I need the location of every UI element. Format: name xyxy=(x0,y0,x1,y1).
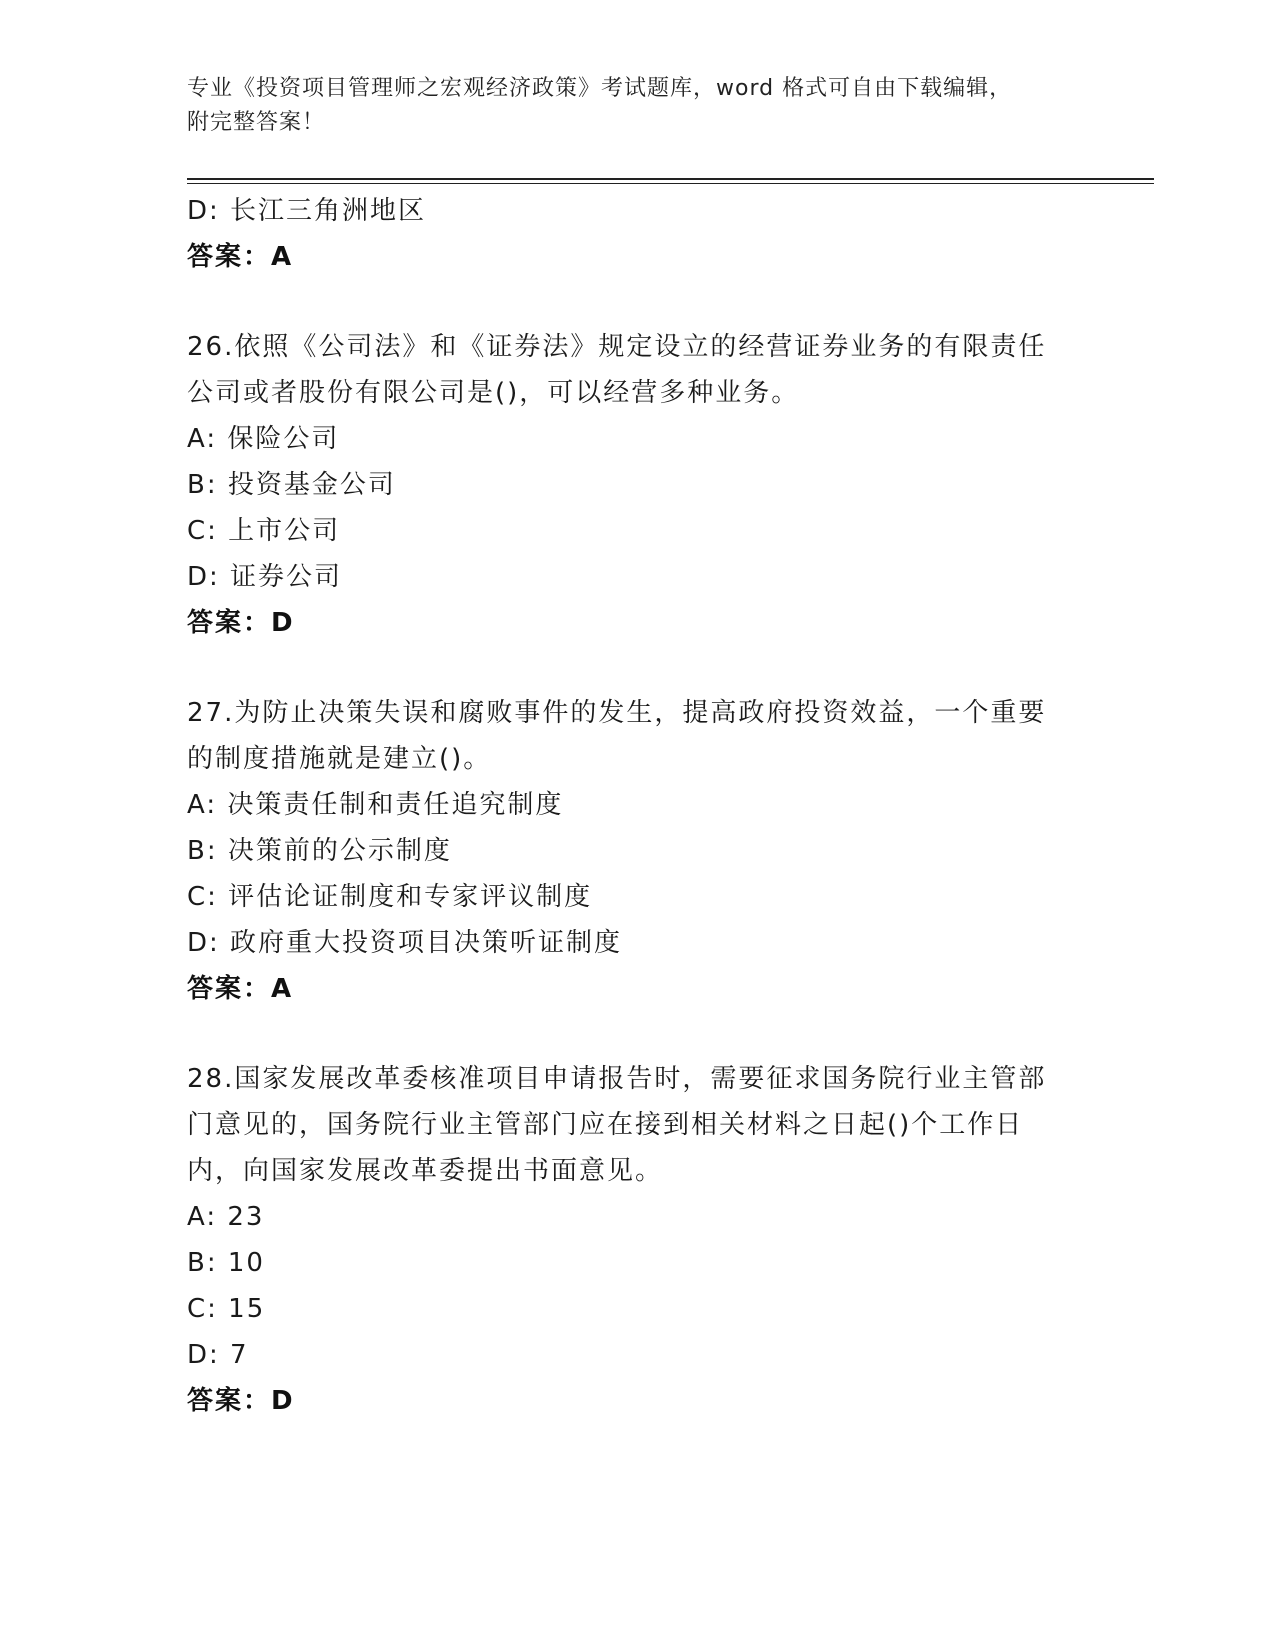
answer: 答案：A xyxy=(187,974,294,1004)
option-d: D: 政府重大投资项目决策听证制度 xyxy=(187,928,623,958)
question-stem-line: 门意见的，国务院行业主管部门应在接到相关材料之日起()个工作日 xyxy=(187,1110,1024,1140)
prev-answer: 答案：A xyxy=(187,242,294,272)
option-c: C: 15 xyxy=(187,1294,266,1324)
document-header xyxy=(187,72,1087,140)
prev-option-d: D: 长江三角洲地区 xyxy=(187,196,427,226)
option-b: B: 投资基金公司 xyxy=(187,470,396,500)
option-d: D: 证券公司 xyxy=(187,562,343,592)
question-content xyxy=(187,188,1087,1424)
option-c: C: 评估论证制度和专家评议制度 xyxy=(187,882,593,912)
spacer xyxy=(187,280,1087,324)
option-a: A: 决策责任制和责任追究制度 xyxy=(187,790,564,820)
question-stem-line: 的制度措施就是建立()。 xyxy=(187,744,492,774)
option-c: C: 上市公司 xyxy=(187,516,341,546)
question-stem-line: 28.国家发展改革委核准项目申请报告时，需要征求国务院行业主管部 xyxy=(187,1064,1047,1094)
option-d: D: 7 xyxy=(187,1340,249,1370)
header-rule-thick xyxy=(187,178,1154,180)
question-stem-line: 27.为防止决策失误和腐败事件的发生，提高政府投资效益，一个重要 xyxy=(187,698,1047,728)
option-a: A: 保险公司 xyxy=(187,424,340,454)
spacer xyxy=(187,646,1087,690)
answer: 答案：D xyxy=(187,608,295,638)
header-line-1: 专业《投资项目管理师之宏观经济政策》考试题库，word 格式可自由下载编辑， xyxy=(187,76,1013,101)
question-27 xyxy=(187,690,1087,1012)
question-26 xyxy=(187,324,1087,646)
option-b: B: 10 xyxy=(187,1248,265,1278)
answer: 答案：D xyxy=(187,1386,295,1416)
option-a: A: 23 xyxy=(187,1202,265,1232)
header-rule-thin xyxy=(187,183,1154,184)
option-b: B: 决策前的公示制度 xyxy=(187,836,452,866)
header-line-2: 附完整答案！ xyxy=(187,110,326,135)
question-stem-line: 内，向国家发展改革委提出书面意见。 xyxy=(187,1156,664,1186)
spacer xyxy=(187,1012,1087,1056)
question-28 xyxy=(187,1056,1087,1424)
question-stem-line: 公司或者股份有限公司是()，可以经营多种业务。 xyxy=(187,378,800,408)
question-stem-line: 26.依照《公司法》和《证券法》规定设立的经营证券业务的有限责任 xyxy=(187,332,1047,362)
